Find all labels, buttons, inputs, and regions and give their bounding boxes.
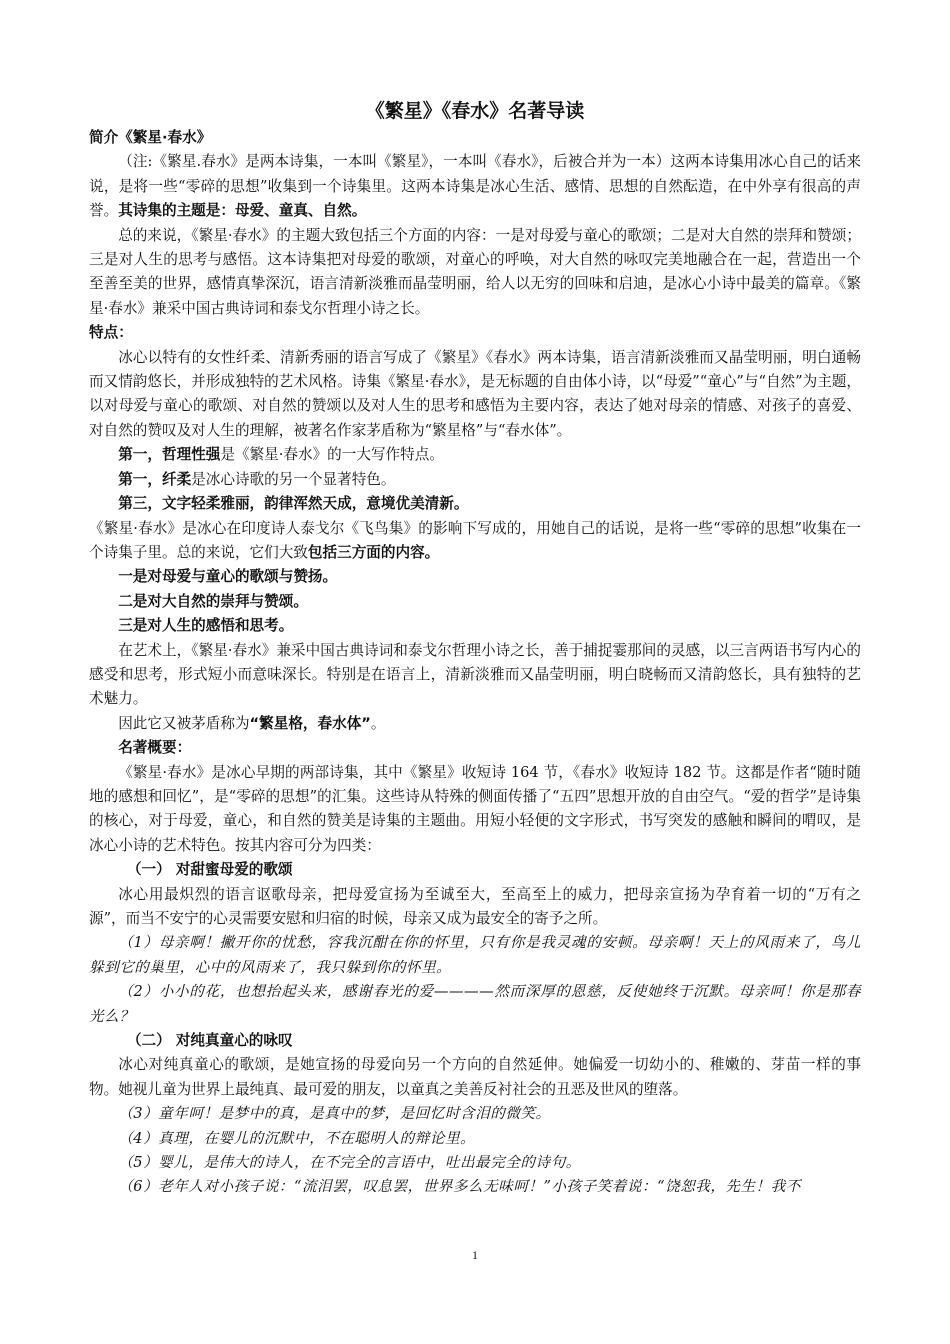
feature-2-text: 是冰心诗歌的另一个显著特色。 <box>191 470 396 488</box>
feature-1-text: 是《繁星·春水》的一大写作特点。 <box>220 446 444 464</box>
page-number: 1 <box>472 1248 478 1262</box>
feature-2 <box>89 468 861 492</box>
feature-2-bold: 第一，纤柔 <box>118 470 192 488</box>
art-paragraph: 在艺术上，《繁星·春水》兼采中国古典诗词和泰戈尔哲理小诗之长，善于捕捉霎那间的灵感，以三言两语书写内心的感受和思考，形式短小而意味深长。特别是在语言上，清新淡雅而又晶莹明丽，明白晓畅而又清韵悠长，具有独特的艺术魅力。 <box>89 641 861 708</box>
intro-text: （注:《繁星.春水》是两本诗集，一本叫《繁星》，一本叫《春水》，后被合并为一本）这两本诗集用冰心自己的话来说，是将一些“零碎的思想”收集到一个诗集里。这两本诗集是冰心生活、感情、思想的自然酝造，在中外享有很高的声誉。 <box>89 153 861 220</box>
content-item-1: 一是对母爱与童心的歌颂与赞扬。 <box>118 568 338 586</box>
called-suffix: 。 <box>370 714 386 732</box>
called-bold: “繁星格，春水体” <box>249 714 371 732</box>
poem-1: （1）母亲啊！撇开你的忧愁，容我沉酣在你的怀里，只有你是我灵魂的安顿。母亲啊！天上的风雨来了，鸟儿躲到它的巢里，心中的风雨来了，我只躲到你的怀里。 <box>89 934 861 976</box>
influence-paragraph <box>89 517 861 566</box>
intro-paragraph-2: 总的来说，《繁星·春水》的主题大致包括三个方面的内容：一是对母爱与童心的歌颂；二是对大自然的崇拜和赞颂；三是对人生的思考与感悟。这本诗集把对母爱的歌颂，对童心的呼唤，对大自然的咏叹完美地融合在一起，营造出一个至善至美的世界，感情真挚深沉，语言清新淡雅而晶莹明丽，给人以无穷的回味和启迪，是冰心小诗中最美的篇章。《繁星·春水》兼采中国古典诗词和泰戈尔哲理小诗之长。 <box>89 226 861 317</box>
feature-3: 第三，文字轻柔雅丽，韵律浑然天成，意境优美清新。 <box>118 495 469 513</box>
intro-paragraph-1 <box>89 150 861 223</box>
section-2-paragraph: 冰心对纯真童心的歌颂，是她宣扬的母爱向另一个方向的自然延伸。她偏爱一切幼小的、稚嫩的、芽苗一样的事物。她视儿童为世界上最纯真、最可爱的朋友，以童真之美善反衬社会的丑恶及世风的堕落。 <box>89 1056 861 1098</box>
poem-2: （2）小小的花，也想抬起头来，感谢春光的爱————然而深厚的恩慈，反使她终于沉默。母亲呵！你是那春光么？ <box>89 983 861 1025</box>
overview-paragraph: 《繁星·春水》是冰心早期的两部诗集，其中《繁星》收短诗 164 节，《春水》收短诗 182 节。这都是作者“随时随地的感想和回忆”，是“零碎的思想”的汇集。这些诗从特殊的侧面传播了“五四”思想开放的自由空气。“爱的哲学”是诗集的核心，对于母爱，童心，和自然的赞美是诗集的主题曲。用短小轻便的文字形式，书写突发的感触和瞬间的喟叹，是冰心小诗的艺术特色。按其内容可分为四类： <box>89 763 861 854</box>
content-item-2: 二是对大自然的崇拜与赞颂。 <box>118 592 308 610</box>
poem-5: （5）婴儿，是伟大的诗人，在不完全的言语中，吐出最完全的诗句。 <box>118 1154 581 1172</box>
section-1-heading: （一） 对甜蜜母爱的歌颂 <box>126 861 293 879</box>
features-heading: 特点： <box>89 324 133 342</box>
poem-4: （4）真理，在婴儿的沉默中，不在聪明人的辩论里。 <box>118 1129 476 1147</box>
feature-1-prefix: 第一， <box>118 446 162 464</box>
called-paragraph <box>89 712 861 736</box>
theme-statement: 其诗集的主题是：母爱、童真、自然。 <box>118 202 367 220</box>
page-title: 《繁星》《春水》名著导读 <box>365 100 585 122</box>
features-paragraph: 冰心以特有的女性纤柔、清新秀丽的语言写成了《繁星》《春水》两本诗集，语言清新淡雅而又晶莹明丽，明白通畅而又情韵悠长，并形成独特的艺术风格。诗集《繁星·春水》，是无标题的自由体小诗，以“母爱”“童心”与“自然”为主题，以对母爱与童心的歌颂、对自然的赞颂以及对人生的思考和感悟为主要内容，表达了她对母亲的情感、对孩子的喜爱、对自然的赞叹及对人生的理解，被著名作家茅盾称为“繁星格”与“春水体”。 <box>89 348 861 439</box>
intro-heading: 简介《繁星·春水》 <box>89 129 212 146</box>
feature-1 <box>89 443 861 467</box>
section-2-heading: （二） 对纯真童心的咏叹 <box>126 1032 293 1050</box>
called-prefix: 因此它又被茅盾称为 <box>118 714 250 732</box>
content-item-3: 三是对人生的感悟和思考。 <box>118 617 294 635</box>
overview-heading: 名著概要： <box>118 739 192 757</box>
influence-text: 《繁星·春水》是冰心在印度诗人泰戈尔《飞鸟集》的影响下写成的，用她自己的话说，是将一些“零碎的思想”收集在一个诗集子里。总的来说，它们大致 <box>89 519 861 561</box>
poem-6: （6）老年人对小孩子说：“流泪罢，叹息罢，世界多么无味呵！”小孩子笑着说：“饶恕我，先生！我不 <box>118 1178 801 1196</box>
document-page <box>89 96 861 1200</box>
influence-bold: 包括三方面的内容。 <box>307 543 440 561</box>
section-1-paragraph: 冰心用最炽烈的语言讴歌母亲，把母爱宣扬为至诚至大，至高至上的威力，把母亲宣扬为孕育着一切的“万有之源”，而当不安宁的心灵需要安慰和归宿的时候，母亲又成为最安全的寄予之所。 <box>89 885 861 927</box>
poem-3: （3）童年呵！是梦中的真，是真中的梦，是回忆时含泪的微笑。 <box>118 1105 551 1123</box>
feature-1-bold: 哲理性强 <box>161 446 221 464</box>
